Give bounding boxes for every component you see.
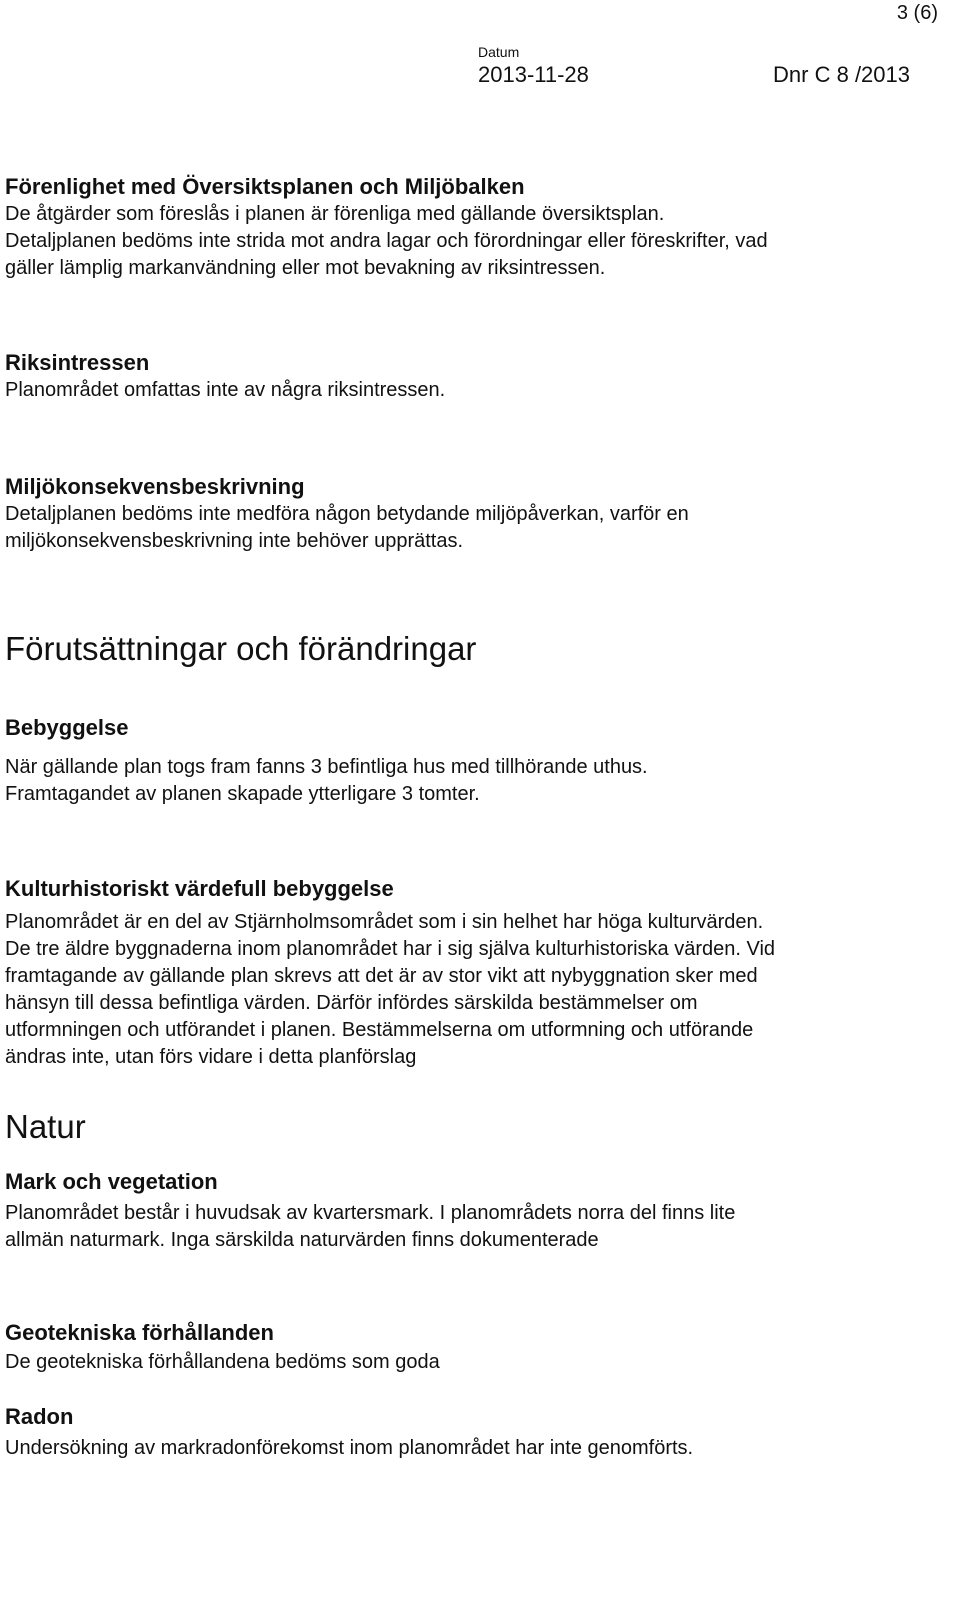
heading-geotekniska: Geotekniska förhållanden: [5, 1320, 274, 1345]
text-bebyggelse: När gällande plan togs fram fanns 3 befintliga hus med tillhörande uthus. Framtagandet av planen skapade ytterligare 3 tomter.: [5, 756, 648, 805]
document-reference-number: Dnr C 8 /2013: [773, 62, 910, 87]
text-riksintressen: Planområdet omfattas inte av några riksintressen.: [5, 379, 446, 401]
heading-forutsattningar: Förutsättningar och förändringar: [5, 630, 477, 667]
text-radon: Undersökning av markradonförekomst inom planområdet har inte genomförts.: [5, 1437, 694, 1459]
heading-mark-och-vegetation: Mark och vegetation: [5, 1169, 218, 1194]
datum-label: Datum: [478, 44, 520, 60]
text-mark-och-vegetation: Planområdet består i huvudsak av kvartersmark. I planområdets norra del finns lite allmän naturmark. Inga särskilda naturvärden finns dokumenterade: [5, 1202, 736, 1251]
heading-riksintressen: Riksintressen: [5, 350, 150, 375]
document-date: 2013-11-28: [478, 62, 589, 87]
heading-forenlighet: Förenlighet med Översiktsplanen och Miljöbalken: [5, 174, 525, 199]
heading-radon: Radon: [5, 1404, 74, 1429]
text-geotekniska: De geotekniska förhållandena bedöms som goda: [5, 1351, 440, 1373]
heading-bebyggelse: Bebyggelse: [5, 715, 129, 740]
text-forenlighet: De åtgärder som föreslås i planen är förenliga med gällande översiktsplan. Detaljplanen bedöms inte strida mot andra lagar och förordningar eller föreskrifter, vad gäller lämplig markanvändning eller mot bevakning av riksintressen.: [5, 203, 768, 279]
heading-miljokonsekvensbeskrivning: Miljökonsekvensbeskrivning: [5, 474, 305, 499]
document-body: [5, 172, 935, 1462]
text-miljokonsekvensbeskrivning: Detaljplanen bedöms inte medföra någon betydande miljöpåverkan, varför en miljökonsekvensbeskrivning inte behöver upprättas.: [5, 503, 689, 552]
heading-kulturhistoriskt: Kulturhistoriskt värdefull bebyggelse: [5, 876, 394, 901]
page-number: 3 (6): [896, 2, 938, 24]
heading-natur: Natur: [5, 1108, 86, 1145]
text-kulturhistoriskt: Planområdet är en del av Stjärnholmsområdet som i sin helhet har höga kulturvärden. De tre äldre byggnaderna inom planområdet har i sig själva kulturhistoriska värden. Vid framtagande av gällande plan skrevs att det är av stor vikt att nybyggnation sker med hänsyn till dessa befintliga värden. Därför infördes särskilda bestämmelser om utformningen och utförandet i planen. Bestämmelserna om utformning och utförande ändras inte, utan förs vidare i detta planförslag: [5, 911, 776, 1068]
